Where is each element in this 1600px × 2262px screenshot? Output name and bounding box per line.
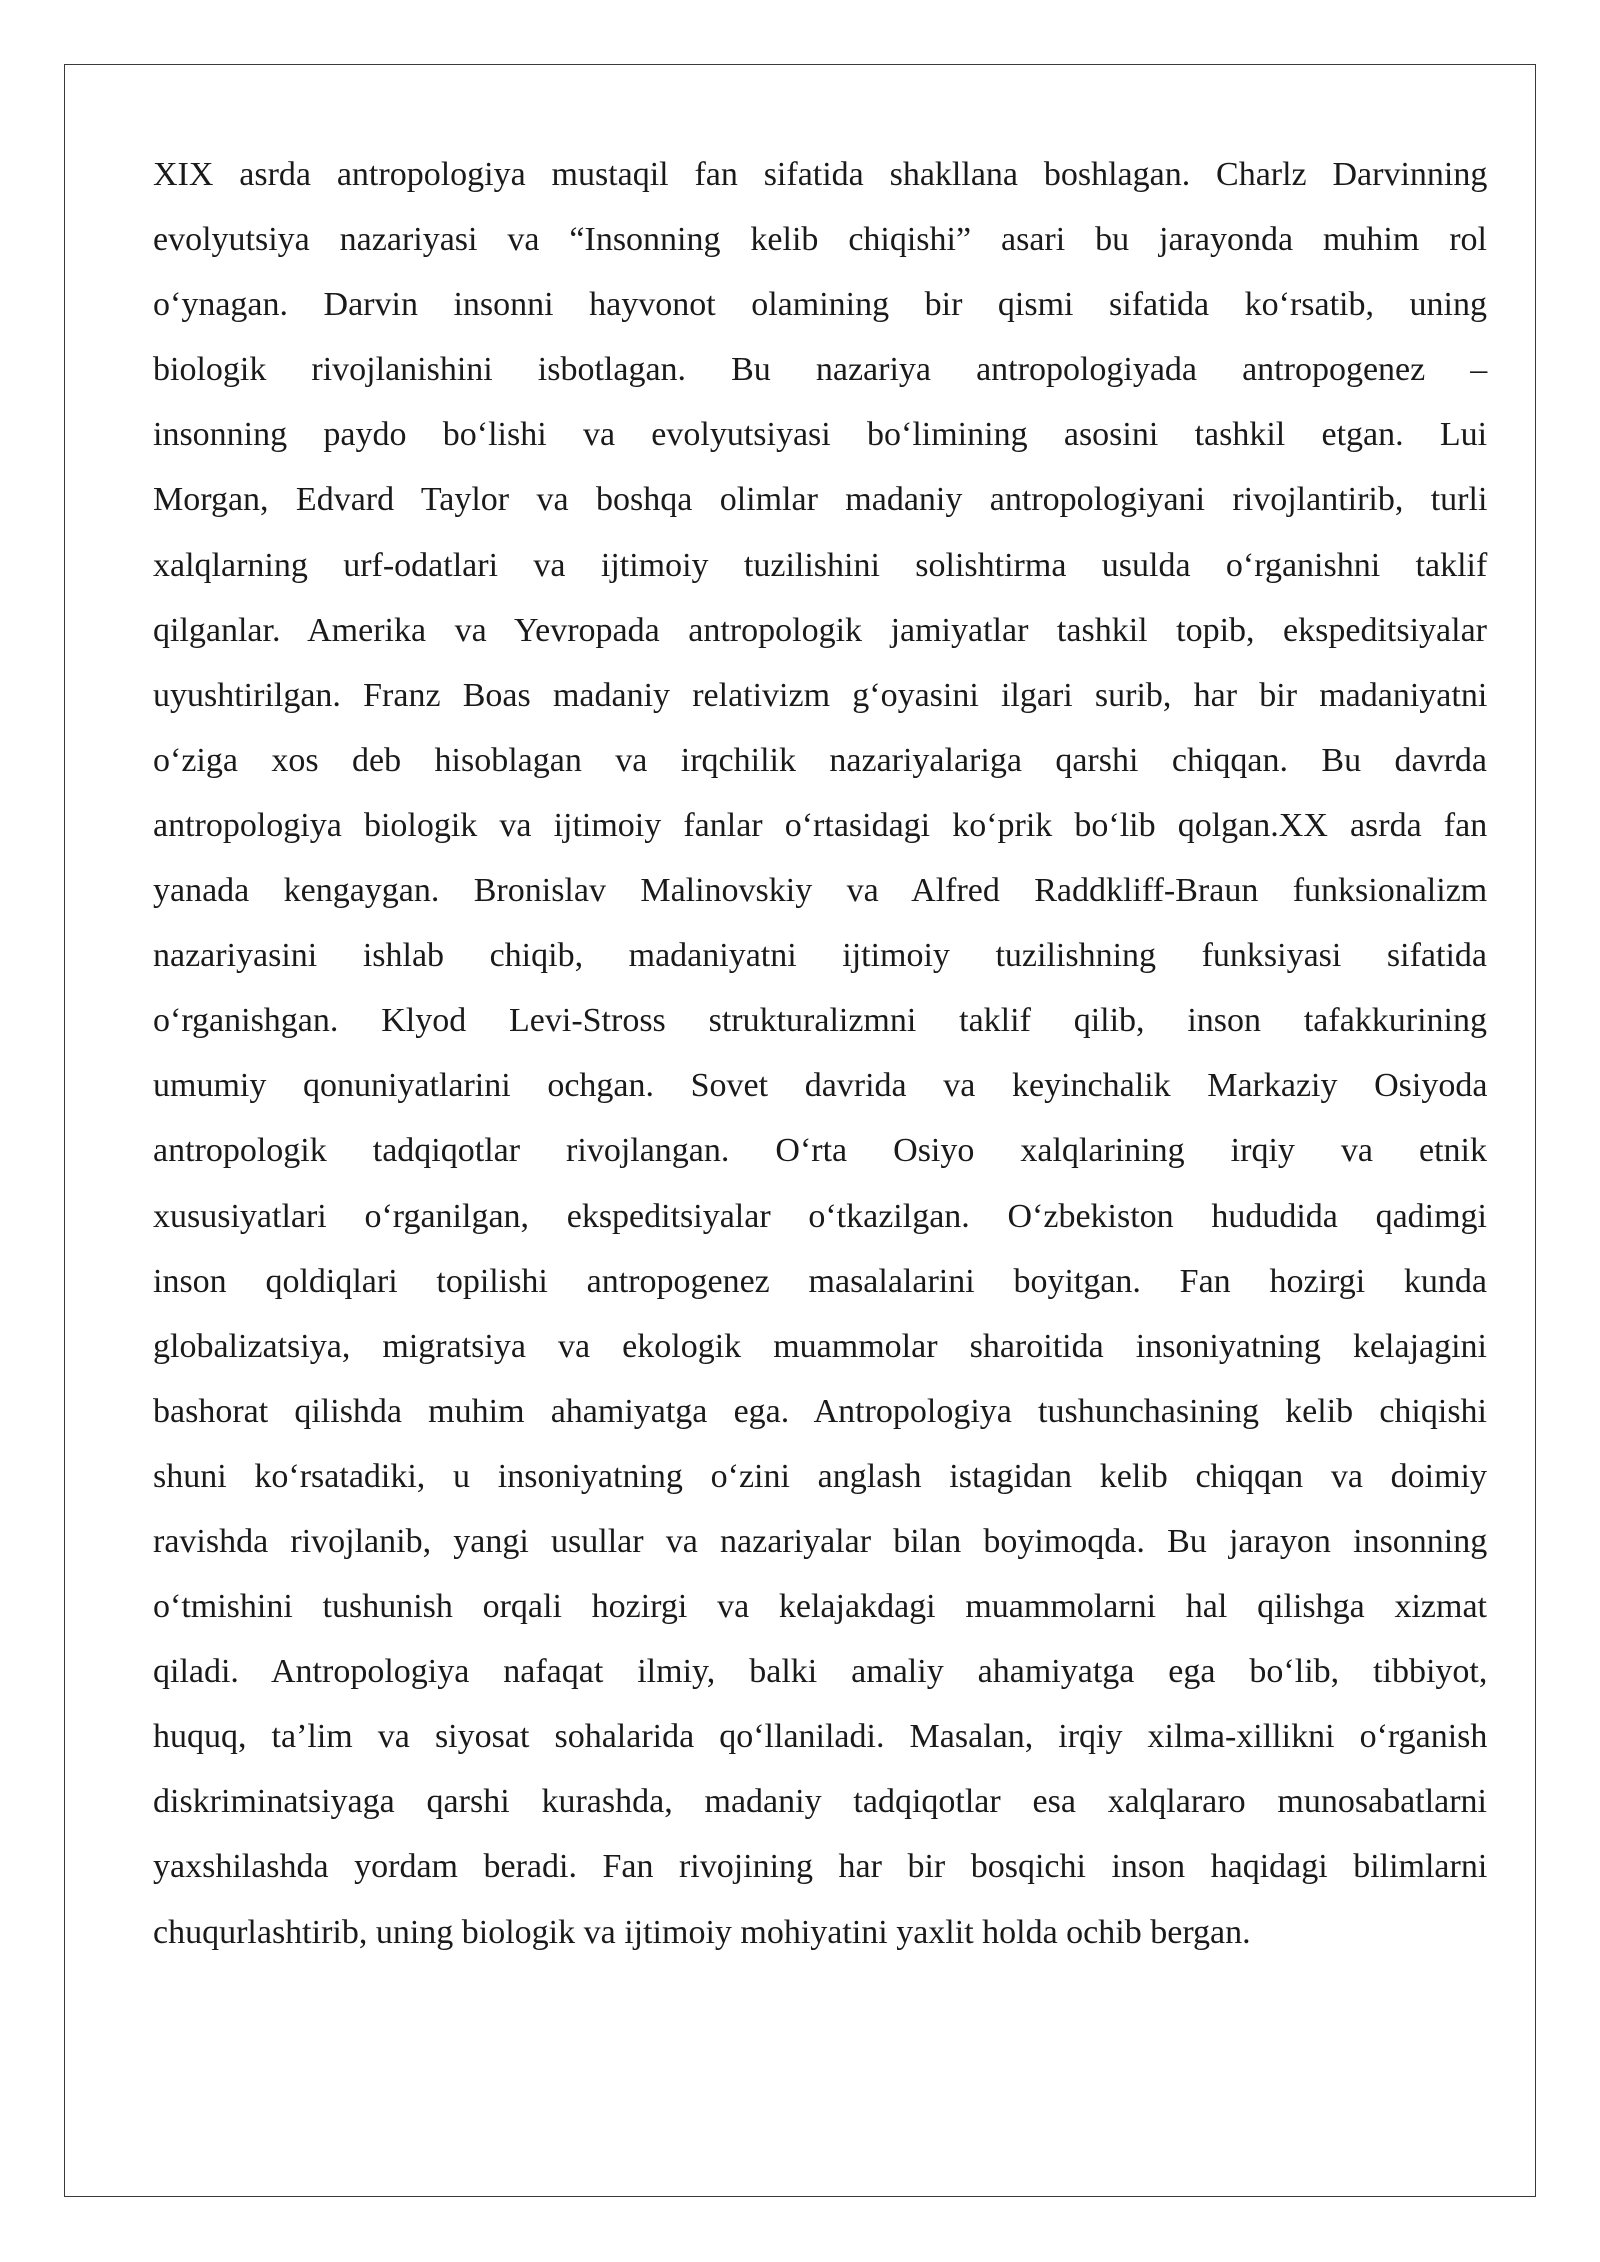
paragraph-line: globalizatsiya, migratsiya va ekologik muammolar sharoitida insoniyatning kelajagini bbox=[153, 1327, 1487, 1365]
paragraph-line: o‘ynagan. Darvin insonni hayvonot olamining bir qismi sifatida ko‘rsatib, uning bbox=[153, 286, 1487, 324]
paragraph-line: o‘tmishini tushunish orqali hozirgi va kelajakdagi muammolarni hal qilishga xizmat bbox=[153, 1588, 1487, 1626]
paragraph-line: huquq, ta’lim va siyosat sohalarida qo‘llaniladi. Masalan, irqiy xilma-xillikni o‘rganish bbox=[153, 1718, 1488, 1756]
paragraph-line: ravishda rivojlanib, yangi usullar va nazariyalar bilan boyimoqda. Bu jarayon insonning bbox=[153, 1522, 1488, 1560]
paragraph-line: diskriminatsiyaga qarshi kurashda, madaniy tadqiqotlar esa xalqlararo munosabatlarni bbox=[153, 1783, 1487, 1821]
paragraph-line: uyushtirilgan. Franz Boas madaniy relativizm g‘oyasini ilgari surib, har bir madaniyatni bbox=[153, 676, 1488, 714]
paragraph-line: nazariyasini ishlab chiqib, madaniyatni ijtimoiy tuzilishning funksiyasi sifatida bbox=[153, 937, 1487, 975]
paragraph-line: yanada kengaygan. Bronislav Malinovskiy va Alfred Raddkliff-Braun funksionalizm bbox=[153, 872, 1488, 910]
paragraph-line: xalqlarning urf-odatlari va ijtimoiy tuzilishini solishtirma usulda o‘rganishni taklif bbox=[153, 546, 1488, 584]
paragraph-line: qiladi. Antropologiya nafaqat ilmiy, balki amaliy ahamiyatga ega bo‘lib, tibbiyot, bbox=[153, 1653, 1488, 1691]
paragraph-line: chuqurlashtirib, uning biologik va ijtimoiy mohiyatini yaxlit holda ochib bergan. bbox=[153, 1913, 1251, 1951]
paragraph-line: bashorat qilishda muhim ahamiyatga ega. Antropologiya tushunchasining kelib chiqishi bbox=[153, 1392, 1487, 1430]
paragraph-line: xususiyatlari o‘rganilgan, ekspeditsiyalar o‘tkazilgan. O‘zbekiston hududida qadimgi bbox=[153, 1197, 1487, 1235]
paragraph-line: yaxshilashda yordam beradi. Fan rivojining har bir bosqichi inson haqidagi bilimlarni bbox=[153, 1848, 1488, 1886]
paragraph-line: insonning paydo bo‘lishi va evolyutsiyasi bo‘limining asosini tashkil etgan. Lui bbox=[153, 416, 1488, 454]
paragraph-line: XIX asrda antropologiya mustaqil fan sifatida shakllana boshlagan. Charlz Darvinning bbox=[153, 156, 1488, 193]
paragraph-line: umumiy qonuniyatlarini ochgan. Sovet davrida va keyinchalik Markaziy Osiyoda bbox=[153, 1067, 1488, 1105]
paragraph-line: o‘rganishgan. Klyod Levi-Stross strukturalizmni taklif qilib, inson tafakkurining bbox=[153, 1002, 1487, 1040]
paragraph-line: antropologiya biologik va ijtimoiy fanlar o‘rtasidagi ko‘prik bo‘lib qolgan.XX asrda fan bbox=[153, 806, 1488, 844]
paragraph-line: antropologik tadqiqotlar rivojlangan. O‘rta Osiyo xalqlarining irqiy va etnik bbox=[153, 1132, 1487, 1170]
document-body-paragraph bbox=[153, 142, 1487, 1965]
paragraph-line: shuni ko‘rsatadiki, u insoniyatning o‘zini anglash istagidan kelib chiqqan va doimiy bbox=[153, 1457, 1487, 1495]
paragraph-line: Morgan, Edvard Taylor va boshqa olimlar madaniy antropologiyani rivojlantirib, turli bbox=[153, 481, 1488, 519]
paragraph-line: inson qoldiqlari topilishi antropogenez masalalarini boyitgan. Fan hozirgi kunda bbox=[153, 1262, 1487, 1300]
paragraph-line: qilganlar. Amerika va Yevropada antropologik jamiyatlar tashkil topib, ekspeditsiyalar bbox=[153, 611, 1487, 649]
paragraph-line: biologik rivojlanishini isbotlagan. Bu nazariya antropologiyada antropogenez – bbox=[153, 351, 1488, 389]
paragraph-line: evolyutsiya nazariyasi va “Insonning kelib chiqishi” asari bu jarayonda muhim rol bbox=[153, 221, 1487, 259]
paragraph-line: o‘ziga xos deb hisoblagan va irqchilik nazariyalariga qarshi chiqqan. Bu davrda bbox=[153, 741, 1487, 779]
